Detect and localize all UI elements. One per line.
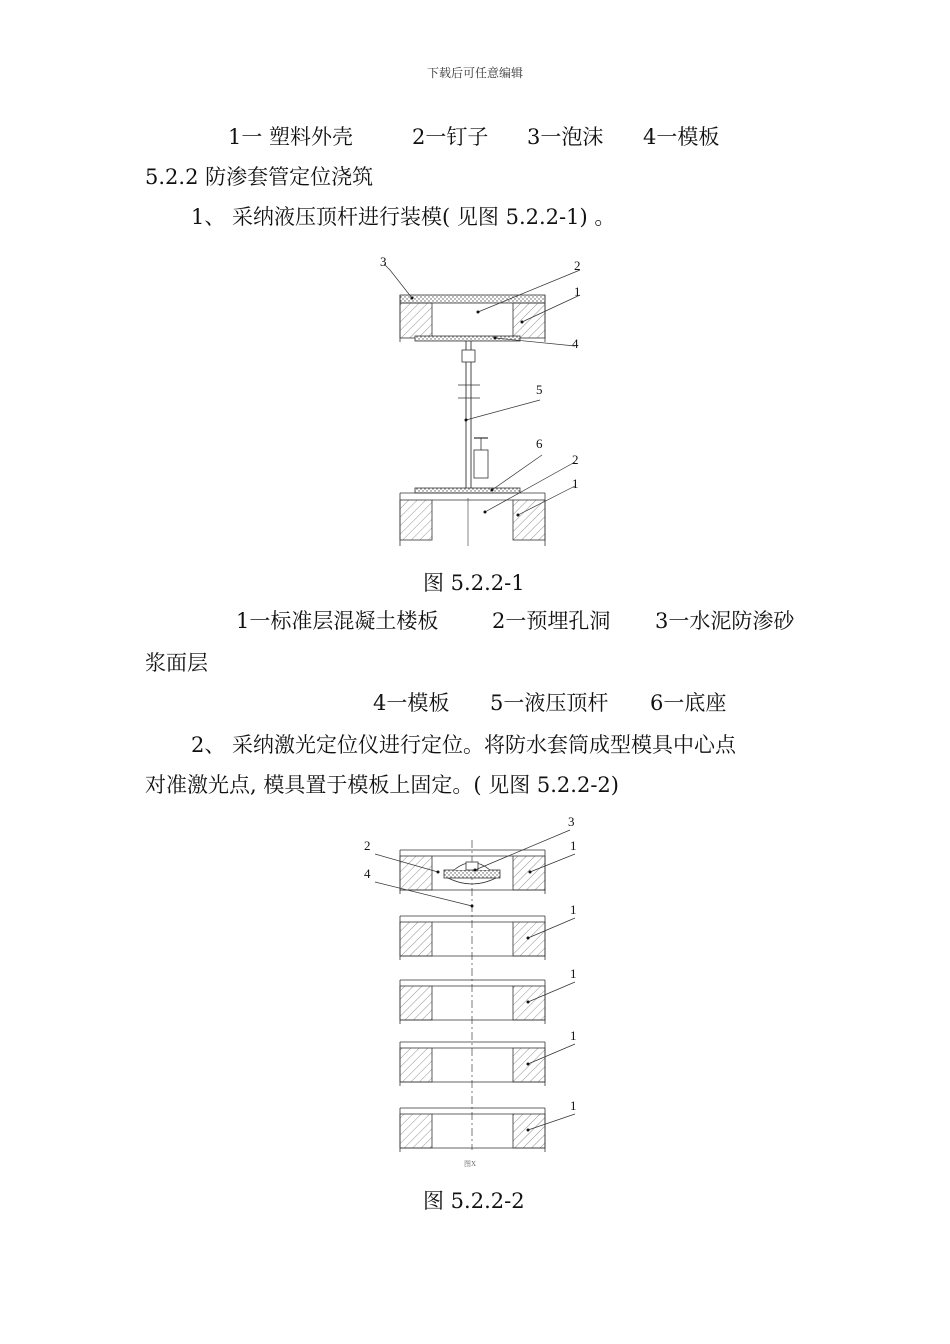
legend1-item-6: 6一底座: [650, 691, 727, 715]
base-plate: [415, 488, 520, 493]
legend1-item-3-cont: 浆面层: [145, 651, 208, 675]
figure-5-2-2-2: [360, 810, 600, 1170]
legend1-item-4: 4一模板: [373, 691, 450, 715]
figure2-label-4: 4: [364, 866, 371, 881]
legend-top-item-4: 4一模板: [643, 125, 720, 149]
section-title: 5.2.2 防渗套管定位浇筑: [145, 165, 374, 189]
figure2-label-3: 3: [568, 814, 575, 829]
page-header: 下载后可任意编辑: [426, 66, 523, 80]
slab-4: [400, 1042, 545, 1086]
figure1-label-2a: 2: [574, 258, 581, 273]
figure2-label-1d: 1: [570, 1028, 577, 1043]
figure1-label-6: 6: [536, 436, 543, 451]
step2-line2: 对准激光点, 模具置于模板上固定。( 见图 5.2.2-2): [145, 773, 619, 797]
figure2-label-1e: 1: [570, 1098, 577, 1113]
slab-3: [400, 980, 545, 1024]
figure1-label-1b: 1: [572, 476, 579, 491]
figure2-label-1a: 1: [570, 838, 577, 853]
legend-top-item-2: 2一钉子: [412, 125, 489, 149]
step1-text: 1、 采纳液压顶杆进行装模( 见图 5.2.2-1) 。: [191, 205, 616, 229]
legend1-item-5: 5一液压顶杆: [490, 691, 609, 715]
figure1-label-5: 5: [536, 382, 543, 397]
legend1-item-1: 1一标准层混凝土楼板: [236, 609, 439, 633]
slab-2: [400, 916, 545, 960]
figure2-label-1b: 1: [570, 902, 577, 917]
top-formwork: [415, 336, 520, 341]
bottom-slab: [400, 493, 545, 546]
figure1-label-4: 4: [572, 336, 579, 351]
legend-top-item-1: 1一 塑料外壳: [228, 125, 354, 149]
slab-5: [400, 1108, 545, 1152]
legend1-item-2: 2一预埋孔洞: [492, 609, 611, 633]
figure1-caption: 图 5.2.2-1: [423, 571, 525, 595]
figure2-label-1c: 1: [570, 966, 577, 981]
legend1-item-3: 3一水泥防渗砂: [655, 609, 795, 633]
slab-with-mold: [400, 850, 545, 894]
step2-line1: 2、 采纳激光定位仪进行定位。将防水套筒成型模具中心点: [191, 733, 737, 757]
figure1-label-2b: 2: [572, 452, 579, 467]
figure2-label-2: 2: [364, 838, 371, 853]
hydraulic-jack-rod: [458, 341, 488, 492]
top-slab: [400, 295, 545, 342]
legend-top-item-3: 3一泡沫: [527, 125, 604, 149]
figure-5-2-2-1: [370, 250, 600, 550]
figure1-label-3: 3: [380, 254, 387, 269]
figure2-small-note: 图X: [464, 1160, 477, 1168]
figure1-label-1a: 1: [574, 284, 581, 299]
figure2-caption: 图 5.2.2-2: [423, 1189, 525, 1213]
